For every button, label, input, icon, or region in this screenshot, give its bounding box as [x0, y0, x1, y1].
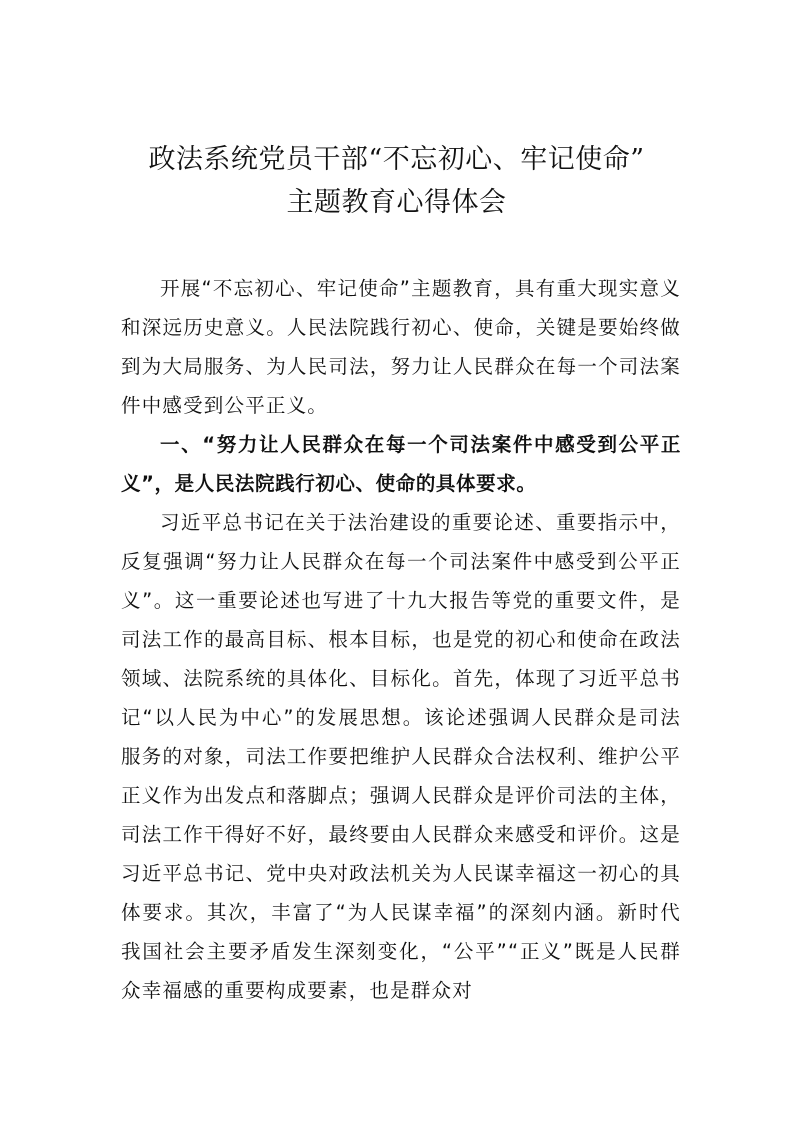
document-body — [121, 269, 681, 1010]
body-paragraph: 习近平总书记在关于法治建设的重要论述、重要指示中，反复强调“努力让人民群众在每一个司法案件中感受到公平正义”。这一重要论述也写进了十九大报告等党的重要文件，是司法工作的最高目标、根本目标，也是党的初心和使命在政法领域、法院系统的具体化、目标化。首先，体现了习近平总书记“以人民为中心”的发展思想。该论述强调人民群众是司法服务的对象，司法工作要把维护人民群众合法权利、维护公平正义作为出发点和落脚点；强调人民群众是评价司法的主体，司法工作干得好不好，最终要由人民群众来感受和评价。这是习近平总书记、党中央对政法机关为人民谋幸福这一初心的具体要求。其次，丰富了“为人民谋幸福”的深刻内涵。新时代我国社会主要矛盾发生深刻变化，“公平”“正义”既是人民群众幸福感的重要构成要素，也是群众对 — [121, 511, 681, 1002]
section-heading-1: 一、“努力让人民群众在每一个司法案件中感受到公平正义”，是人民法院践行初心、使命的具体要求。 — [121, 433, 681, 495]
intro-paragraph: 开展“不忘初心、牢记使命”主题教育，具有重大现实意义和深远历史意义。人民法院践行初心、使命，关键是要始终做到为大局服务、为人民司法，努力让人民群众在每一个司法案件中感受到公平正义。 — [121, 277, 681, 417]
document-title-line-2: 主题教育心得体会 — [286, 187, 507, 218]
document-title-line-1: 政法系统党员干部“不忘初心、牢记使命” — [148, 144, 645, 175]
